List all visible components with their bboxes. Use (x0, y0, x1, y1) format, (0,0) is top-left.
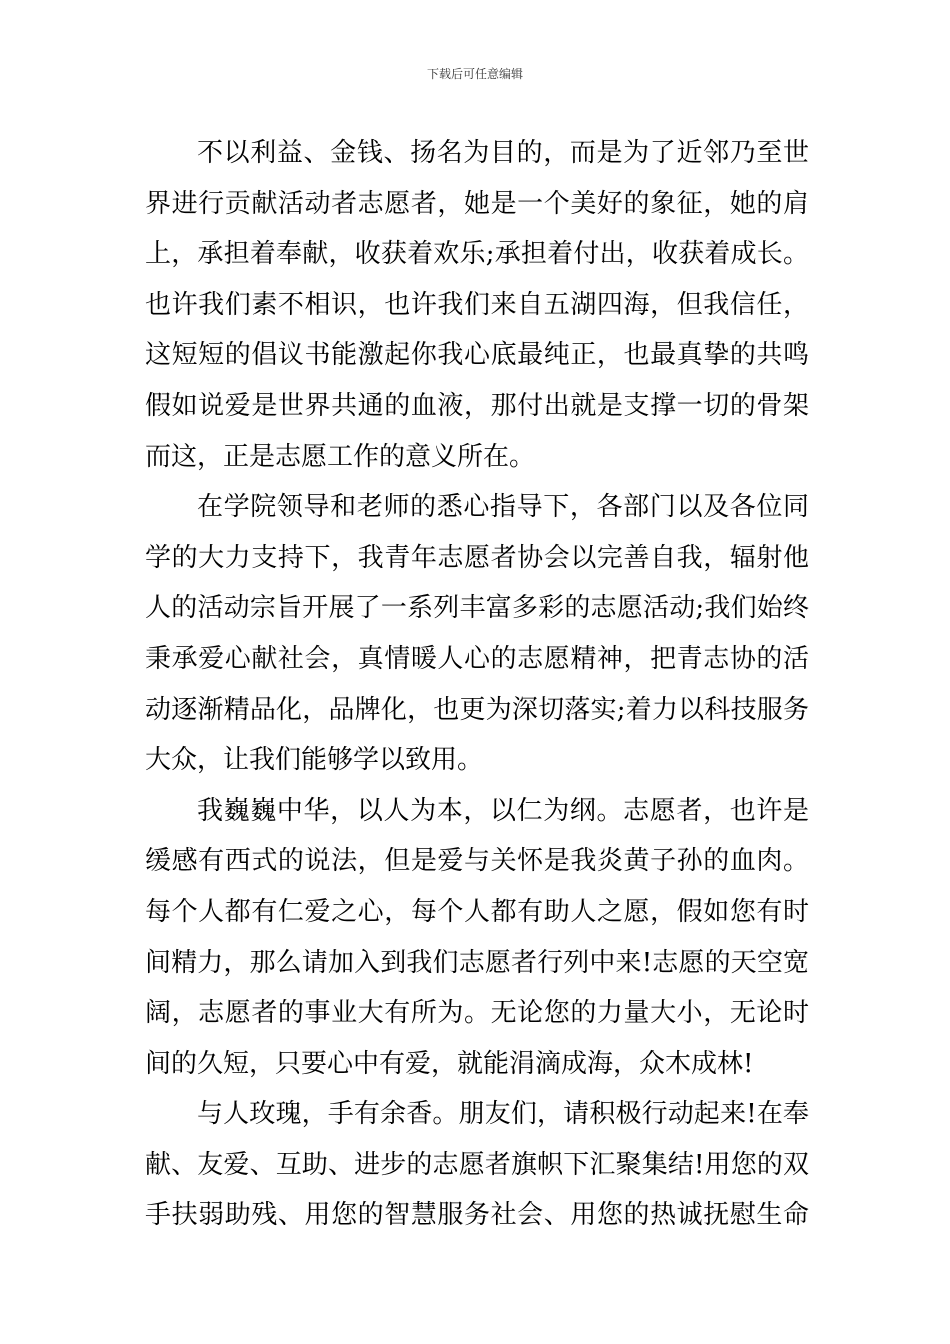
document-body (145, 128, 809, 1241)
text-line: 阔，志愿者的事业大有所为。无论您的力量大小，无论时 (145, 998, 809, 1029)
text-line: 假如说爱是世界共通的血液，那付出就是支撑一切的骨架 (145, 390, 809, 421)
text-line: 间精力，那么请加入到我们志愿者行列中来!志愿的天空宽 (145, 947, 809, 978)
text-line: 动逐渐精品化，品牌化，也更为深切落实;着力以科技服务 (145, 694, 809, 725)
text-line: 界进行贡献活动者志愿者，她是一个美好的象征，她的肩 (145, 188, 809, 219)
paragraph (145, 482, 809, 786)
paragraph (145, 1089, 809, 1241)
paragraph (145, 786, 809, 1090)
text-line: 秉承爱心献社会，真情暖人心的志愿精神，把青志协的活 (145, 643, 809, 674)
text-line: 每个人都有仁爱之心，每个人都有助人之愿，假如您有时 (145, 896, 809, 927)
text-line: 缓感有西式的说法，但是爱与关怀是我炎黄子孙的血肉。 (145, 846, 809, 877)
paragraph (145, 128, 809, 482)
page-header: 下载后可任意编辑 (426, 67, 523, 81)
text-line: 学的大力支持下，我青年志愿者协会以完善自我，辐射他 (145, 542, 809, 573)
text-line: 在学院领导和老师的悉心指导下，各部门以及各位同 (197, 492, 809, 523)
text-line: 而这，正是志愿工作的意义所在。 (145, 441, 536, 472)
text-line: 上，承担着奉献，收获着欢乐;承担着付出，收获着成长。 (145, 239, 809, 270)
text-line: 间的久短，只要心中有爱，就能涓滴成海，众木成林! (145, 1048, 754, 1079)
text-line: 献、友爱、互助、进步的志愿者旗帜下汇聚集结!用您的双 (145, 1149, 809, 1180)
text-line: 不以利益、金钱、扬名为目的，而是为了近邻乃至世 (197, 138, 809, 168)
text-line: 这短短的倡议书能激起你我心底最纯正，也最真挚的共鸣 (145, 340, 809, 371)
text-line: 与人玫瑰，手有余香。朋友们，请积极行动起来!在奉 (197, 1099, 809, 1130)
text-line: 人的活动宗旨开展了一系列丰富多彩的志愿活动;我们始终 (145, 593, 809, 624)
text-line: 大众，让我们能够学以致用。 (145, 745, 484, 776)
text-line: 手扶弱助残、用您的智慧服务社会、用您的热诚抚慰生命 (145, 1200, 809, 1231)
text-line: 我巍巍中华，以人为本，以仁为纲。志愿者，也许是 (197, 795, 809, 826)
text-line: 也许我们素不相识，也许我们来自五湖四海，但我信任， (145, 289, 809, 320)
